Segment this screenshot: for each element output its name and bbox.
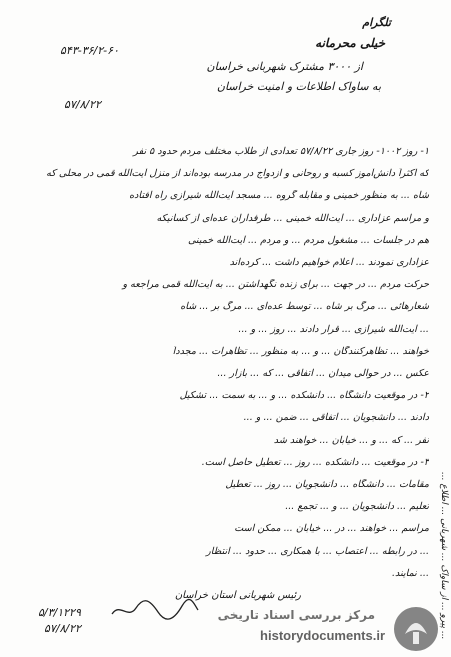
archive-watermark: [100, 604, 445, 654]
body-line: حرکت مردم ... در جهت ... برای زنده نگهداشتن ... به آیت‌الله قمی مراجعه و: [122, 279, 429, 291]
footer-date: ۵۷/۸/۲۲: [44, 622, 81, 635]
body-line: ۱- روز ۱۰۰۲- روز جاری ۵۷/۸/۲۲ تعدادی از طلاب مختلف مردم حدود ۵ نفر: [133, 146, 429, 157]
telegram-label: تلگرام: [362, 16, 391, 29]
body-line: ۲- در موقعیت دانشگاه ... دانشکده ... و ... به سمت ... تشکیل: [179, 390, 429, 402]
body-line: عکس ... در حوالی میدان ... اتفاقی ... که ... بازار ...: [217, 368, 429, 379]
body-line: دادند ... دانشجویان ... اتفاقی ... ضمن ... و ...: [243, 412, 429, 424]
watermark-text-fa: مرکز بررسی اسناد تاریخی: [217, 608, 375, 622]
reference-date: ۵۷/۸/۲۲: [64, 98, 101, 111]
body-line: که اکثراً دانش‌آموز کسبه و روحانی و ازدواج در مدرسه بوده‌اند از منزل آیت‌الله قمی در محلی که: [46, 168, 429, 180]
sender-line: از ۳۰۰۰ مشترک شهربانی خراسان: [206, 60, 363, 73]
body-line: مراسم ... خواهند ... در ... خیابان ... ممکن است: [234, 523, 429, 535]
body-line: عزاداری نمودند ... اعلام خواهیم داشت ... کرده‌اند: [229, 257, 429, 268]
body-line: تعلیم ... دانشجویان ... و ... تجمع ...: [285, 501, 429, 513]
body-line: شعارهائی ... مرگ بر شاه ... توسط عده‌ای ... مرگ بر ... شاه: [180, 301, 429, 313]
body-line: مقامات ... دانشگاه ... دانشجویان ... روز ... تعطیل: [225, 479, 429, 490]
body-line: ... آیت‌الله شیرازی ... قرار دادند ... روز ... و ...: [238, 323, 429, 335]
classification-stamp: خیلی محرمانه: [315, 36, 385, 50]
footer-number: ۵/۳/۱۲۲۹: [38, 606, 81, 619]
signature: رئیس شهربانی استان خراسان: [174, 590, 301, 601]
margin-note: ... پیرو ... از ساواک ... شهربانی ... اطلاع ...: [439, 472, 449, 640]
body-line: نفر ... که ... و ... خیابان ... خواهند شد: [273, 434, 429, 446]
archive-logo-icon: [391, 604, 441, 654]
body-line: خواهند ... تظاهرکنندگان ... و ... به منظور ... تظاهرات ... مجدداً: [172, 345, 429, 357]
recipient-line: به ساواک اطلاعات و امنیت خراسان: [216, 80, 381, 93]
watermark-text-en: historydocuments.ir: [260, 628, 385, 643]
body-line: هم در جلسات ... مشغول مردم ... و مردم ... آیت‌الله خمینی: [187, 234, 429, 246]
body-line: ... نمایند.: [392, 567, 429, 579]
reference-number: ۵۴۳-۳۶/۲-۶۰: [60, 44, 119, 57]
body-line: و مراسم عزاداری ... آیت‌الله خمینی ... طرفداران عده‌ای از کسانیکه: [156, 212, 429, 224]
body-line: شاه ... به منظور خمینی و مقابله گروه ... مسجد آیت‌الله شیرازی راه افتاده: [129, 190, 429, 202]
body-line: ... در رابطه ... اعتصاب ... با همکاری ... حدود ... انتظار: [206, 545, 429, 557]
body-line: ۳- در موقعیت ... دانشکده ... روز ... تعطیل حاصل است.: [201, 456, 429, 468]
